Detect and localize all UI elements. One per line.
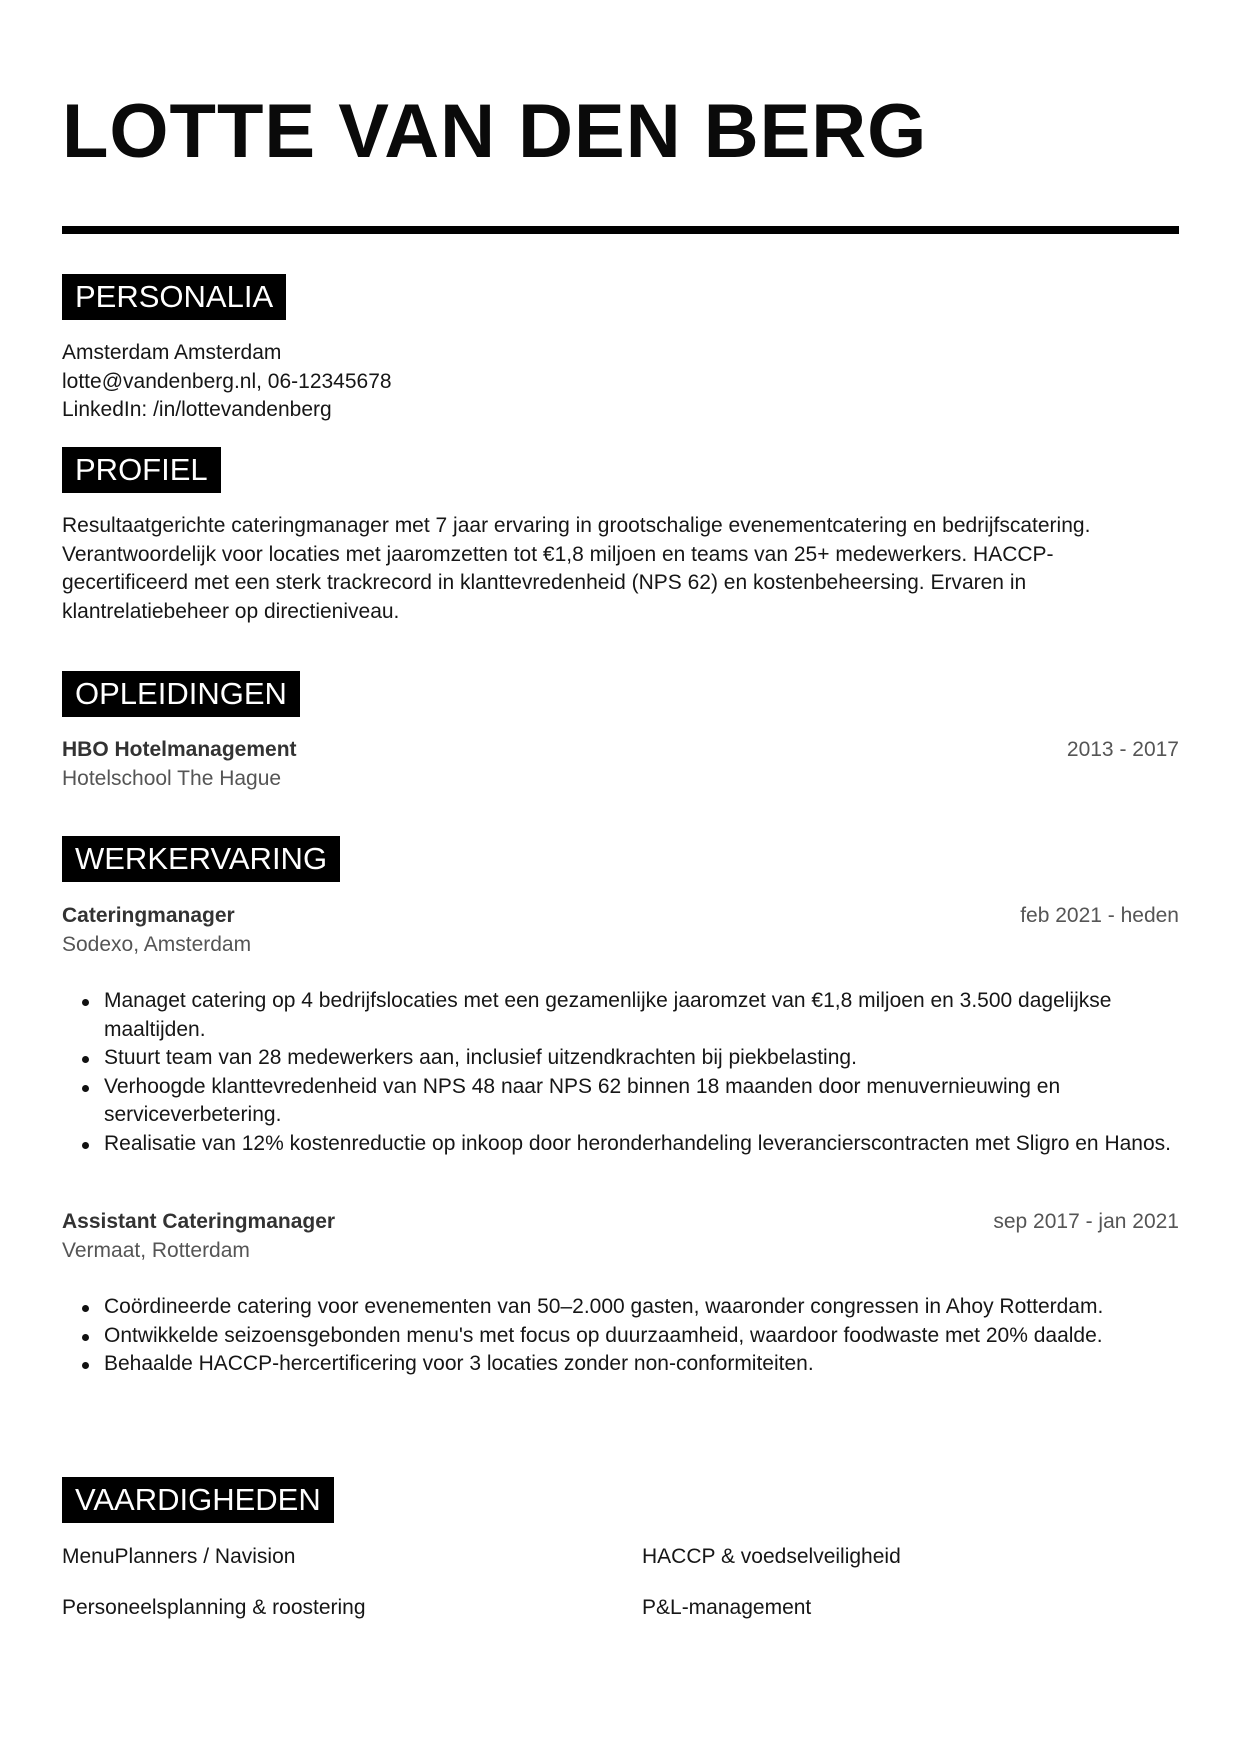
section-title-vaardigheden: VAARDIGHEDEN [62, 1477, 334, 1523]
education-degree: HBO Hotelmanagement [62, 738, 297, 761]
linkedin-text: LinkedIn: /in/lottevandenberg [62, 398, 332, 421]
candidate-name: LOTTE VAN DEN BERG [62, 89, 928, 174]
personalia-block [62, 339, 1179, 425]
skill-item: HACCP & voedselveiligheid [642, 1545, 901, 1568]
section-title-profiel: PROFIEL [62, 447, 221, 493]
education-period: 2013 - 2017 [1066, 738, 1179, 761]
job-bullet: Stuurt team van 28 medewerkers aan, inclusief uitzendkrachten bij piekbelasting. [104, 1044, 1179, 1073]
job-role: Cateringmanager [62, 904, 235, 927]
job-bullets [62, 987, 1179, 1158]
job-role: Assistant Cateringmanager [62, 1210, 336, 1233]
job-company: Vermaat, Rotterdam [62, 1238, 250, 1262]
header-divider [62, 226, 1179, 234]
contact-text: lotte@vandenberg.nl, 06-12345678 [62, 369, 392, 393]
job-bullet: Managet catering op 4 bedrijfslocaties met een gezamenlijke jaaromzet van €1,8 miljoen en 3.500 dagelijkse maaltijden. [104, 987, 1179, 1044]
skill-item: Personeelsplanning & roostering [62, 1595, 366, 1619]
job-period: feb 2021 - heden [1020, 904, 1179, 927]
job-bullets [62, 1293, 1179, 1379]
skills-grid [62, 1543, 1179, 1622]
education-item [62, 736, 1179, 793]
job-bullet: Ontwikkelde seizoensgebonden menu's met focus op duurzaamheid, waardoor foodwaste met 20% daalde. [104, 1322, 1179, 1351]
section-title-personalia: PERSONALIA [62, 274, 286, 320]
job-bullet: Realisatie van 12% kostenreductie op inkoop door heronderhandeling leverancierscontracten met Sligro en Hanos. [104, 1130, 1179, 1159]
job-period: sep 2017 - jan 2021 [993, 1210, 1179, 1233]
job-bullet: Behaalde HACCP-hercertificering voor 3 locaties zonder non-conformiteiten. [104, 1350, 1179, 1379]
job-company: Sodexo, Amsterdam [62, 932, 252, 956]
profiel-block [62, 512, 1179, 626]
job-bullet: Coördineerde catering voor evenementen van 50–2.000 gasten, waaronder congressen in Ahoy Rotterdam. [104, 1293, 1179, 1322]
location-text: Amsterdam Amsterdam [62, 341, 282, 364]
skill-item: P&L-management [642, 1595, 812, 1619]
job-bullet: Verhoogde klanttevredenheid van NPS 48 naar NPS 62 binnen 18 maanden door menuvernieuwing en serviceverbetering. [104, 1073, 1179, 1130]
section-title-opleidingen: OPLEIDINGEN [62, 671, 300, 717]
profile-text: Resultaatgerichte cateringmanager met 7 jaar ervaring in grootschalige evenementcatering en bedrijfscatering. Verantwoordelijk voor locaties met jaaromzetten tot €1,8 miljoen en teams van 25+ medewerkers. HACCP-gecertificeerd met een sterk trackrecord in klanttevredenheid (NPS 62) en kostenbeheersing. Ervaren in klantrelatiebeheer op directieniveau. [62, 514, 1091, 623]
job-item [62, 902, 1179, 1158]
education-school: Hotelschool The Hague [62, 766, 282, 790]
job-item [62, 1208, 1179, 1379]
skill-item: MenuPlanners / Navision [62, 1545, 296, 1568]
section-title-werkervaring: WERKERVARING [62, 836, 340, 882]
